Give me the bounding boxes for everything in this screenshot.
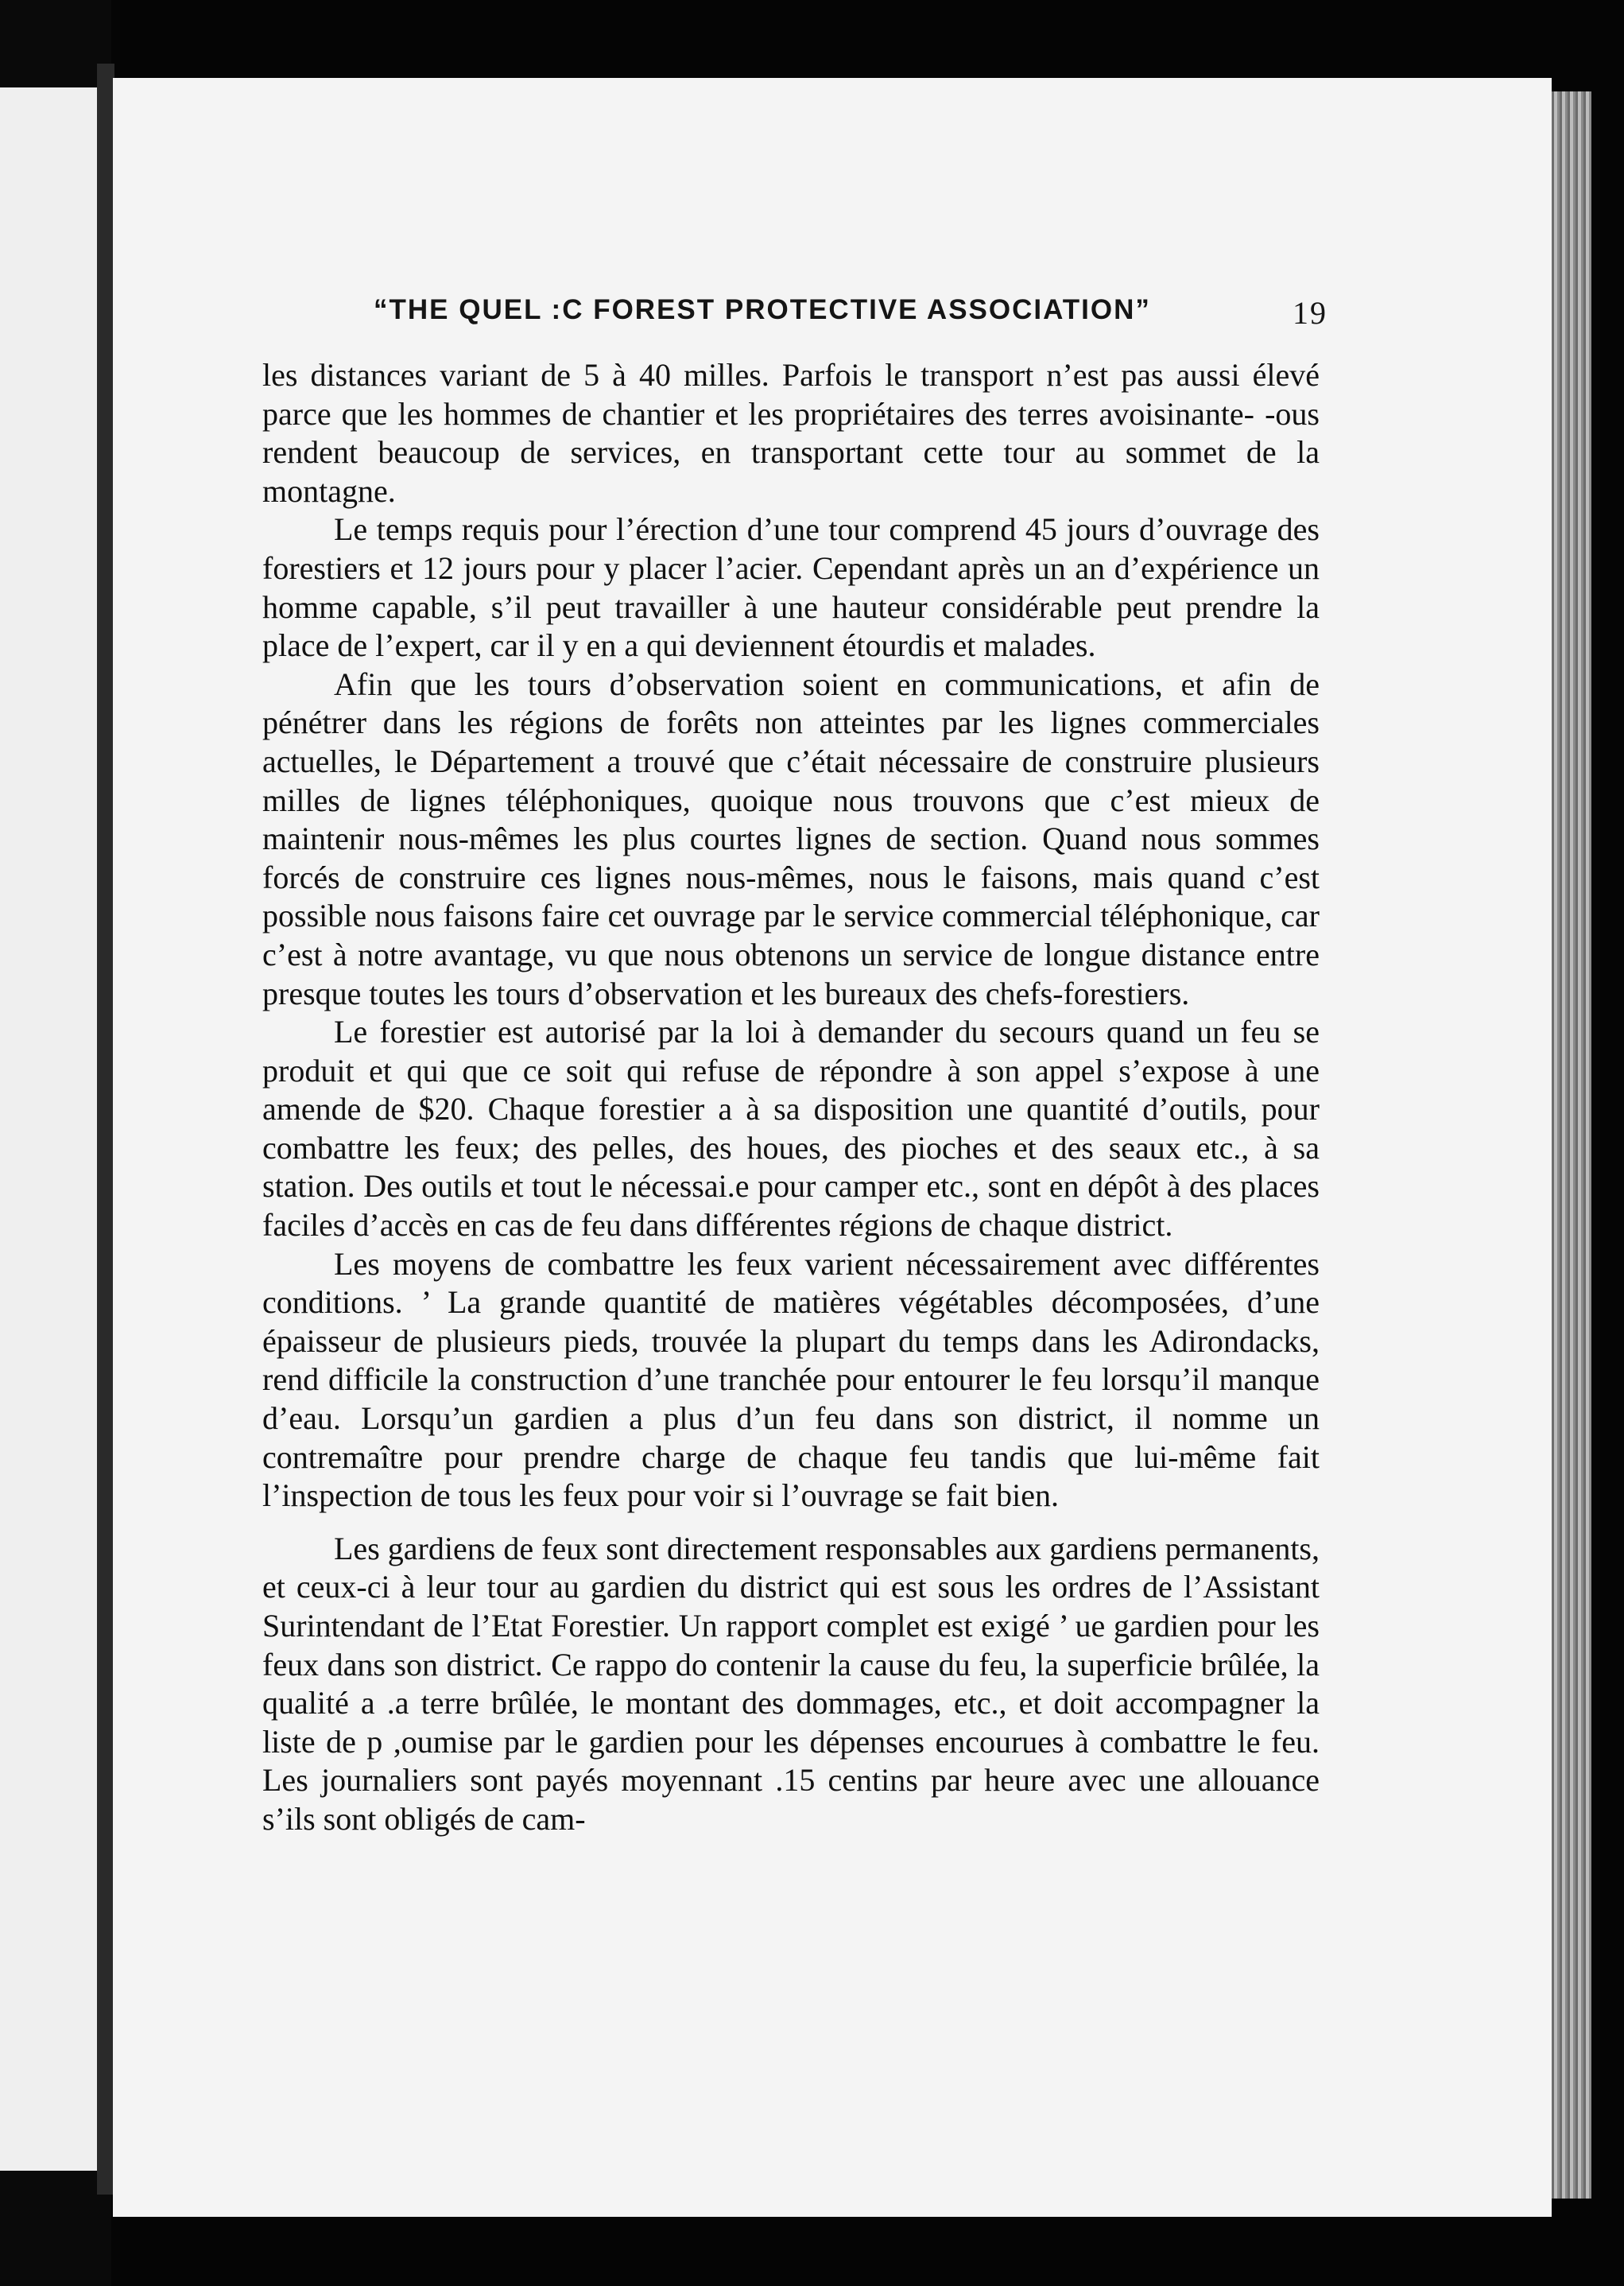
body-text (262, 356, 1320, 1839)
paragraph: Les moyens de combattre les feux varient nécessairement avec différentes conditions. ’ La grande quantité de matières végétables décomposées, d’une épaisseur de plusieurs pieds, trouvée la plupart du temps dans les Adirondacks, rend difficile la construction d’une tranchée pour entourer le feu lorsqu’il manque d’eau. Lorsqu’un gardien a plus d’un feu dans son district, il nomme un contremaître pour prendre charge de chaque feu tandis que lui-même fait l’inspection de tous les feux pour voir si l’ouvrage se fait bien. (262, 1245, 1320, 1514)
running-header (262, 286, 1327, 342)
page-edges (1552, 91, 1591, 2199)
paragraph: Afin que les tours d’observation soient en communications, et afin de pénétrer dans les régions de forêts non atteintes par les lignes commerciales actuelles, le Département a trouvé que c’était nécessaire de construire plusieurs milles de lignes téléphoniques, quoique nous trouvons que c’est mieux de maintenir nous-mêmes les plus courtes lignes de section. Quand nous sommes forcés de construire ces lignes nous-mêmes, nous le faisons, mais quand c’est possible nous faisons faire cet ouvrage par le service commercial téléphonique, car c’est à notre avantage, vu que nous obtenons un service de longue distance entre presque toutes les tours d’observation et les bureaux des chefs-forestiers. (262, 666, 1320, 1011)
running-title: “THE QUEL :C FOREST PROTECTIVE ASSOCIATION” (374, 294, 1151, 325)
paragraph: les distances variant de 5 à 40 milles. Parfois le transport n’est pas aussi élevé parce que les hommes de chantier et les propriétaires des terres avoisinante- -ous rendent beaucoup de services, en transportant cette tour au sommet de la montagne. (262, 357, 1320, 509)
book-gutter (97, 64, 114, 2195)
facing-page (0, 87, 102, 2171)
paragraph: Le forestier est autorisé par la loi à demander du secours quand un feu se produit et qui que ce soit qui refuse de répondre à son appel s’expose à une amende de $20. Chaque forestier a à sa disposition une quantité d’outils, pour combattre les feux; des pelles, des houes, des pioches et des seaux etc., à sa station. Des outils et tout le nécessai.e pour camper etc., sont en dépôt à des places faciles d’accès en cas de feu dans différentes régions de chaque district. (262, 1014, 1320, 1244)
paragraph: Le temps requis pour l’érection d’une tour comprend 45 jours d’ouvrage des forestiers et 12 jours pour y placer l’acier. Cependant après un an d’expérience un homme capable, s’il peut travailler à une hauteur considérable peut prendre la place de l’expert, car il y en a qui deviennent étourdis et malades. (262, 511, 1320, 664)
page-content (262, 286, 1327, 1839)
page-number: 19 (1293, 295, 1327, 331)
paragraph: Les gardiens de feux sont directement responsables aux gardiens permanents, et ceux-ci à leur tour au gardien du district qui est sous les ordres de l’Assistant Surintendant de l’Etat Forestier. Un rapport complet est exigé ’ ue gardien pour les feux dans son district. Ce rappo do contenir la cause du feu, la superficie brûlée, la qualité a .a terre brûlée, le montant des dommages, etc., et doit accompagner la liste de p ,oumise par le gardien pour les dépenses encourues à combattre le feu. Les journaliers sont payés moyennant .15 centins par heure avec une allouance s’ils sont obligés de cam- (262, 1530, 1320, 1837)
